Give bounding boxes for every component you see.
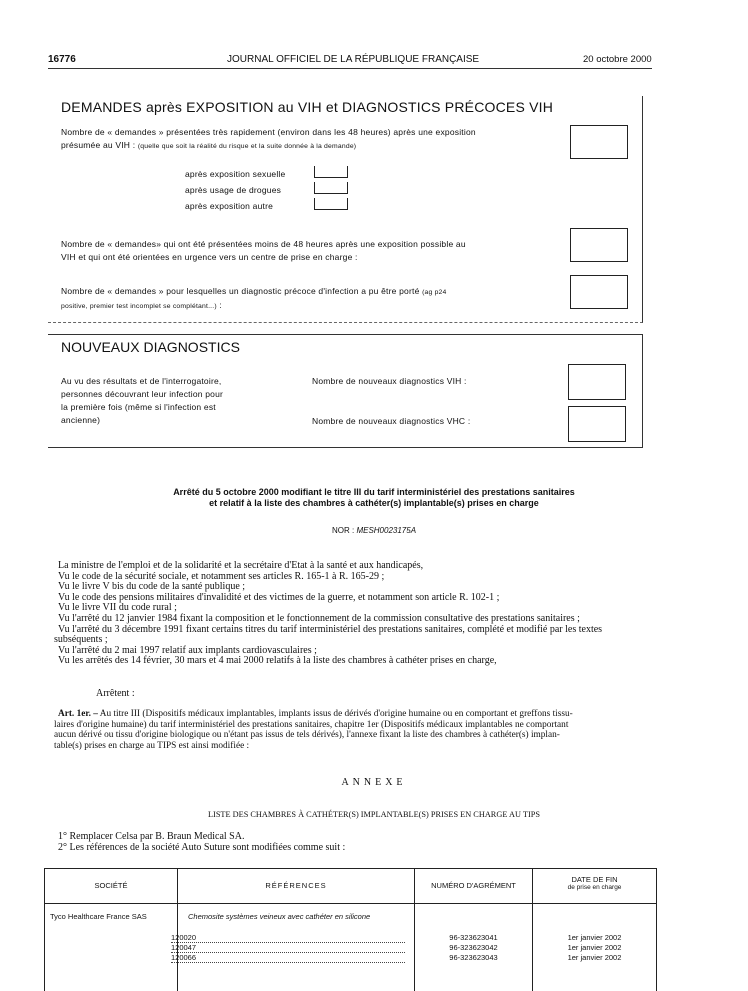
answer-box-q3[interactable] [570, 275, 628, 309]
ref-list [171, 933, 411, 963]
nor-line: NOR : MESH0023175A [331, 526, 417, 535]
journal-title: JOURNAL OFFICIEL DE LA RÉPUBLIQUE FRANÇAISE [227, 54, 480, 65]
input-sexuelle[interactable] [314, 166, 348, 178]
question-3: Nombre de « demandes » pour lesquelles un diagnostic précoce d'infection a pu être porté (ag p24 positive, premier test incomplet se complétant...) : [61, 286, 447, 310]
answer-box-q1[interactable] [570, 125, 628, 159]
input-autre[interactable] [314, 198, 348, 210]
question-1: Nombre de « demandes » présentées très rapidement (environ dans les 48 heures) après une exposition présumée au VIH : (quelle que soit la réalité du risque et la suite donnée à la demande) [61, 127, 476, 150]
numero-list: 96-323623041 96-323623042 96-323623043 [449, 933, 498, 962]
table-row: 120020 [171, 933, 405, 943]
article-1: Art. 1er. – Au titre III (Dispositifs médicaux implantables, implants issus de dérivés d'origine humaine ou en comportant et greffons tissu- laires d'origine humaine) du tarif interministériel des prestations sanitaires, chapitre 1er (Dispositifs médicaux implantables ne comportant aucun dérivé ou tissu d'origine biologique ou n'étant pas issus de tels dérivés), l'annexe fixant la liste des chambres à cathéter(s) implan- table(s) prises en charge au TIPS est ainsi modifiée : [54, 709, 573, 751]
annexe-items: 1° Remplacer Celsa par B. Braun Medical SA. 2° Les références de la société Auto Suture sont modifiées comme suit : [58, 831, 346, 853]
header-rule [48, 68, 652, 69]
header-numero: NUMÉRO D'AGRÉMENT [431, 881, 516, 890]
section-nouveaux-title: NOUVEAUX DIAGNOSTICS [61, 339, 240, 355]
sub-items [185, 166, 285, 214]
arrete-title: Arrêté du 5 octobre 2000 modifiant le titre III du tarif interministériel des prestations sanitaires et relatif à la liste des chambres à cathéter(s) implantable(s) prises en charge [173, 487, 575, 508]
section-exposition-title: DEMANDES après EXPOSITION au VIH et DIAGNOSTICS PRÉCOCES VIH [61, 99, 554, 115]
header-date: DATE DE FIN de prise en charge [567, 875, 622, 891]
date-list: 1er janvier 2002 1er janvier 2002 1er janvier 2002 [567, 933, 622, 962]
cell-product: Chemosite systèmes veineux avec cathéter en silicone [188, 912, 371, 921]
references-table [44, 868, 657, 991]
annexe-subtitle: LISTE DES CHAMBRES À CATHÉTER(S) IMPLANTABLE(S) PRISES EN CHARGE AU TIPS [207, 810, 540, 819]
page-number: 16776 [48, 54, 76, 65]
answer-box-vih[interactable] [568, 364, 626, 400]
vhc-label: Nombre de nouveaux diagnostics VHC : [312, 416, 471, 426]
answer-box-q2[interactable] [570, 228, 628, 262]
cell-company: Tyco Healthcare France SAS [50, 912, 147, 921]
input-drogues[interactable] [314, 182, 348, 194]
question-2: Nombre de « demandes» qui ont été présentées moins de 48 heures après une exposition possible au VIH et qui ont été orientées en urgence vers un centre de prise en charge : [61, 239, 466, 262]
sub-item-drogues: après usage de drogues [185, 185, 282, 195]
arretent: Arrêtent : [96, 688, 135, 699]
sub-item-sexuelle: après exposition sexuelle [185, 169, 286, 179]
vih-label: Nombre de nouveaux diagnostics VIH : [312, 376, 467, 386]
sub-item-autre: après exposition autre [185, 201, 274, 211]
header-references: RÉFÉRENCES [265, 881, 327, 890]
issue-date: 20 octobre 2000 [583, 54, 652, 65]
table-row: 120047 [171, 943, 405, 953]
arrete-visas: La ministre de l'emploi et de la solidarité et la secrétaire d'Etat à la santé et aux handicapés, Vu le code de la sécurité sociale, et notamment ses articles R. 165-1 à R. 165-29 ; Vu le livre V bis du code de la santé publique ; Vu le code des pensions militaires d'invalidité et des victimes de la guerre, et notamment son article R. 102-1 ; Vu le livre VII du code rural ; Vu l'arrêté du 12 janvier 1984 fixant la composition et le fonctionnement de la commission consultative des prestations sanitaires ; Vu l'arrêté du 3 décembre 1991 fixant certains titres du tarif interministériel des prestations sanitaires, complété et modifié par les textes subséquents ; Vu l'arrêté du 2 mai 1997 relatif aux implants cardiovasculaires ; Vu les arrêtés des 14 février, 30 mars et 4 mai 2000 relatifs à la liste des chambres à cathéter prises en charge, [54, 560, 603, 667]
header-societe: SOCIÉTÉ [94, 881, 128, 890]
answer-box-vhc[interactable] [568, 406, 626, 442]
table-row: 120066 [171, 953, 405, 963]
nouveaux-description: Au vu des résultats et de l'interrogatoire, personnes découvrant leur infection pour la première fois (même si l'infection est ancienne) [61, 376, 224, 425]
annexe-title: ANNEXE [341, 777, 407, 788]
